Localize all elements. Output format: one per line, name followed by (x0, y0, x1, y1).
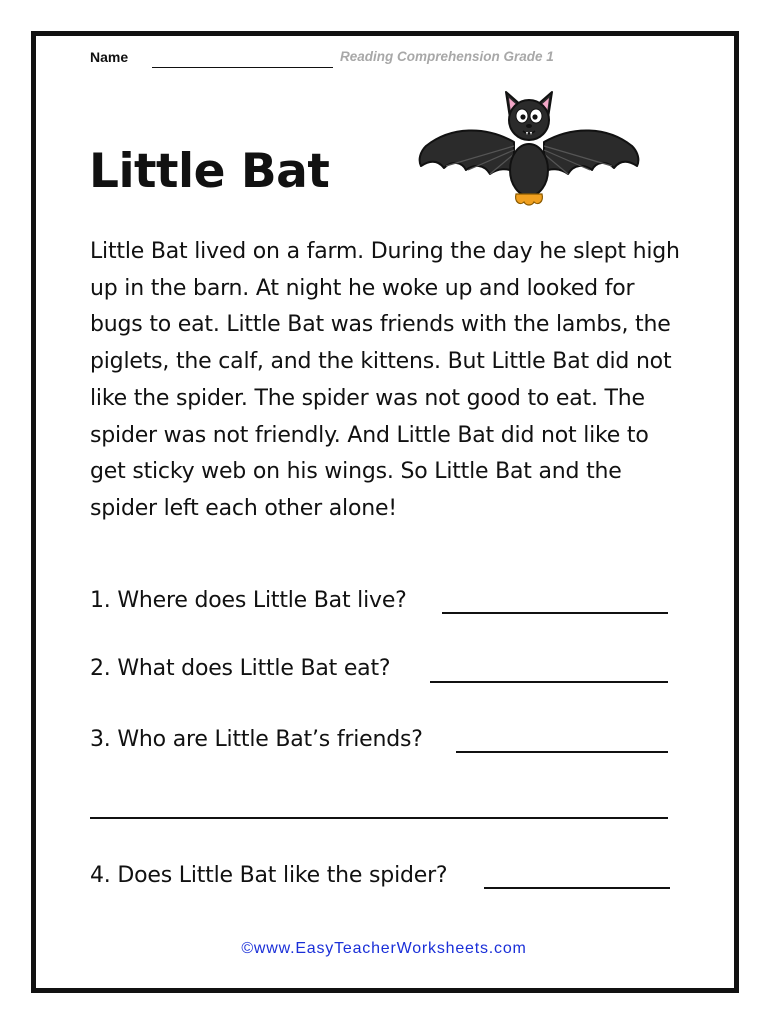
bat-illustration (416, 90, 642, 210)
bat-left-wing (420, 130, 514, 174)
worksheet-subject: Reading Comprehension Grade 1 (340, 49, 554, 64)
answer-line-1[interactable] (442, 612, 668, 614)
question-1: 1. Where does Little Bat live? (90, 588, 407, 613)
question-3: 3. Who are Little Bat’s friends? (90, 727, 423, 752)
name-label: Name (90, 49, 129, 65)
answer-line-3-continued[interactable] (90, 817, 668, 819)
answer-line-2[interactable] (430, 681, 668, 683)
bat-body (510, 144, 548, 196)
bat-feet (516, 194, 543, 205)
story-title: Little Bat (89, 144, 330, 199)
answer-line-3[interactable] (456, 751, 668, 753)
question-4: 4. Does Little Bat like the spider? (90, 863, 448, 888)
question-2: 2. What does Little Bat eat? (90, 656, 391, 681)
website-link[interactable]: ©www.EasyTeacherWorksheets.com (241, 940, 527, 957)
bat-right-wing (544, 130, 638, 174)
story-text: Little Bat lived on a farm. During the day he slept high up in the barn. At night he woke up and looked for bugs to eat. Little Bat was friends with the lambs, the piglets, the calf, and the kittens. But Little Bat did not like the spider. The spider was not good to eat. The spider was not friendly. And Little Bat did not like to get sticky web on his wings. So Little Bat and the spider left each other alone! (90, 239, 680, 521)
answer-line-4[interactable] (484, 887, 670, 889)
name-answer-line (152, 67, 333, 68)
